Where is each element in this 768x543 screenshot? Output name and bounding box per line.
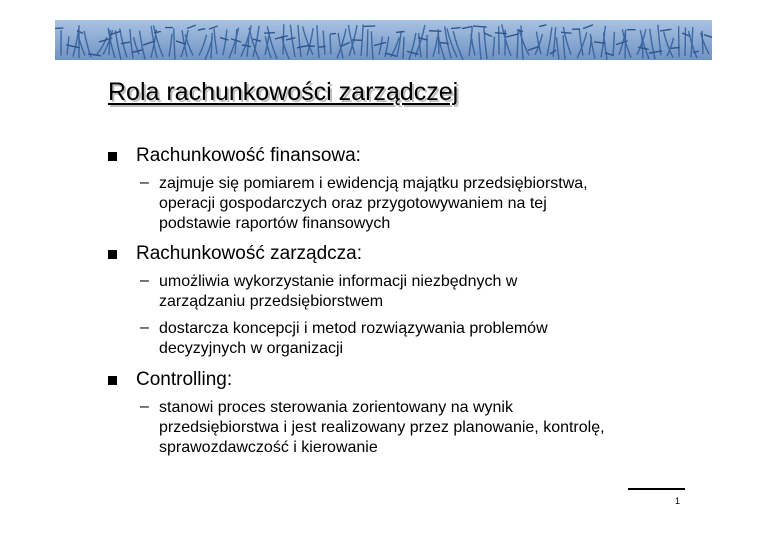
footer-divider	[628, 488, 685, 490]
sub-item	[140, 174, 588, 234]
dash-icon: –	[140, 272, 149, 289]
page-number: 1	[675, 496, 681, 506]
dash-icon: –	[140, 174, 149, 191]
bullet-item	[108, 145, 361, 167]
sub-item-line: operacji gospodarczych oraz przygotowywaniem na tej	[159, 195, 547, 212]
sub-item-line: zarządzaniu przedsiębiorstwem	[159, 293, 384, 310]
bullet-item	[108, 243, 362, 265]
decorative-banner	[55, 20, 712, 60]
square-bullet-icon	[108, 152, 117, 161]
sub-item	[140, 272, 517, 312]
sub-item-line: umożliwia wykorzystanie informacji niezbędnych w	[159, 273, 518, 290]
slide-title: Rola rachunkowości zarządczej	[108, 78, 459, 106]
sub-item-line: przedsiębiorstwa i jest realizowany przez planowanie, kontrolę,	[159, 419, 605, 436]
bullet-heading: Rachunkowość zarządcza:	[136, 243, 362, 264]
dash-icon: –	[140, 398, 149, 415]
sub-item-line: sprawozdawczość i kierowanie	[159, 439, 378, 456]
sub-item-line: dostarcza koncepcji i metod rozwiązywania problemów	[159, 320, 548, 337]
bullet-heading: Controlling:	[136, 369, 233, 390]
sub-item	[140, 319, 548, 359]
sub-item-line: stanowi proces sterowania zorientowany na wynik	[159, 399, 513, 416]
dash-icon: –	[140, 319, 149, 336]
bullet-item	[108, 369, 232, 391]
bullet-heading: Rachunkowość finansowa:	[136, 145, 361, 166]
sub-item-line: zajmuje się pomiarem i ewidencją majątku przedsiębiorstwa,	[159, 175, 588, 192]
sub-item-line: decyzyjnych w organizacji	[159, 340, 344, 357]
sub-item	[140, 398, 605, 458]
square-bullet-icon	[108, 376, 117, 385]
sub-item-line: podstawie raportów finansowych	[159, 215, 391, 232]
square-bullet-icon	[108, 250, 117, 259]
